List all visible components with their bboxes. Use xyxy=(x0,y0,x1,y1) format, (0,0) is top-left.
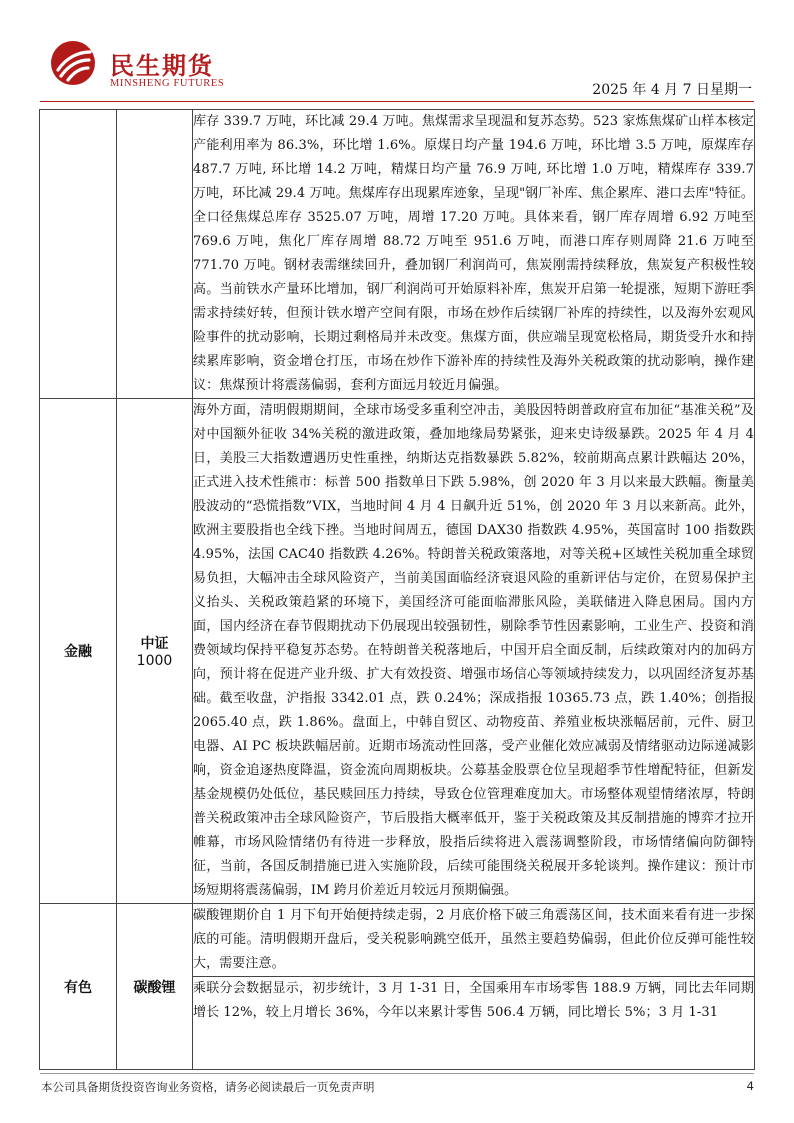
page-header xyxy=(40,38,754,102)
brand-name-english: MINSHENG FUTURES xyxy=(110,78,225,89)
footer-disclaimer: 本公司具备期货投资咨询业务资格，请务必阅读最后一页免责声明 xyxy=(41,1080,375,1094)
sector-cell: 有色 xyxy=(40,904,117,1070)
lithium-technical-text: 碳酸锂期价自 1 月下旬开始便持续走弱，2 月底价格下破三角震荡区间，技术面来看有进一步探底的可能。清明假期开盘后，受关税影响跳空低开，虽然主要趋势偏弱，但此价位反弹可能性较大，需要注意。 xyxy=(193,908,754,971)
analysis-table xyxy=(39,109,755,1070)
page-number: 4 xyxy=(746,1079,754,1093)
sector-cell: 金融 xyxy=(40,399,117,904)
product-name: 碳酸锂 xyxy=(133,979,176,996)
product-cell-empty xyxy=(117,110,193,399)
footer-divider xyxy=(40,1073,754,1074)
analysis-cell xyxy=(193,977,755,1070)
table-row-coal xyxy=(40,110,755,399)
analysis-cell xyxy=(193,399,755,904)
product-code: 1000 xyxy=(136,653,173,669)
product-cell xyxy=(117,904,193,1070)
finance-analysis-text: 海外方面，清明假期期间，全球市场受多重利空冲击，美股因特朗普政府宣布加征“基准关税”及对中国额外征收 34%关税的激进政策，叠加地缘局势紧张，迎来史诗级暴跌。2025 年 4 月 4 日，美股三大指数遭遇历史性重挫，纳斯达克指数暴跌 5.82%，较前期高点累计跌幅达 20%，正式进入技术性熊市：标普 500 指数单日下跌 5.98%，创 2020 年 3 月以来最大跌幅。衡量美股波动的“恐慌指数”VIX，当地时间 4 月 4 日飙升近 51%，创 2020 年 3 月以来新高。此外，欧洲主要股指也全线下挫。当地时间周五，德国 DAX30 指数跌 4.95%，英国富时 100 指数跌 4.95%，法国 CAC40 指数跌 4.26%。特朗普关税政策落地，对等关税+区域性关税加重全球贸易负担，大幅冲击全球风险资产，当前美国面临经济衰退风险的重新评估与定价，在贸易保护主义抬头、关税政策趋紧的环境下，美国经济可能面临滞胀风险，美联储进入降息困局。国内方面，国内经济在春节假期扰动下仍展现出较强韧性，剔除季节性因素影响，工业生产、投资和消费领域均保持平稳复苏态势。在特朗普关税落地后，中国开启全面反制，后续政策对内的加码方向，预计将在促进产业升级、扩大有效投资、增强市场信心等领域持续发力，以巩固经济复苏基础。截至收盘，沪指报 3342.01 点，跌 0.24%；深成指报 10365.73 点，跌 1.40%；创指报 2065.40 点，跌 1.86%。盘面上，中韩自贸区、动物疫苗、养殖业板块涨幅居前，元件、厨卫电器、AI PC 板块跌幅居前。近期市场流动性回落，受产业催化效应减弱及情绪驱动边际递减影响，资金追逐热度降温，资金流向周期板块。公募基金股票仓位呈现超季节性增配特征，但新发基金规模仍处低位，基民赎回压力持续，导致仓位管理难度加大。市场整体观望情绪浓厚，特朗普关税政策冲击全球风险资产，节后股指大概率低开，鉴于关税政策及其反制措施的博弈才拉开帷幕，市场风险情绪仍有待进一步释放，股指后续将进入震荡调整阶段，市场情绪偏向防御特征，当前，各国反制措施已进入实施阶段，后续可能围绕关税展开多轮谈判。操作建议：预计市场短期将震荡偏弱，IM 跨月价差近月较远月预期偏强。 xyxy=(193,403,754,898)
analysis-cell xyxy=(193,110,755,399)
brand-name: 民生期货 xyxy=(110,52,214,80)
header-divider xyxy=(40,101,754,102)
analysis-cell xyxy=(193,904,755,977)
lithium-demand-text: 乘联分会数据显示，初步统计，3 月 1-31 日，全国乘用车市场零售 188.9 万辆，同比去年同期增长 12%，较上月增长 36%，今年以来累计零售 506.4 万辆，同比增长 5%；3 月 1-31 xyxy=(193,981,754,1020)
minsheng-logo-icon xyxy=(50,40,96,86)
table-row-finance xyxy=(40,399,755,904)
report-date: 2025 年 4 月 7 日星期一 xyxy=(592,82,752,98)
lithium-demand-clip xyxy=(193,977,754,1069)
sector-cell-empty xyxy=(40,110,117,399)
table-row-lithium-a xyxy=(40,904,755,977)
coal-analysis-text: 库存 339.7 万吨，环比减 29.4 万吨。焦煤需求呈现温和复苏态势。523 家炼焦煤矿山样本核定产能利用率为 86.3%，环比增 1.6%。原煤日均产量 194.6 万吨，环比增 3.5 万吨，原煤库存 487.7 万吨, 环比增 14.2 万吨，精煤日均产量 76.9 万吨, 环比增 1.0 万吨，精煤库存 339.7 万吨，环比减 29.4 万吨。焦煤库存出现累库迹象，呈现"钢厂补库、焦企累库、港口去库"特征。全口径焦煤总库存 3525.07 万吨，周增 17.20 万吨。具体来看，钢厂库存周增 6.92 万吨至 769.6 万吨，焦化厂库存周增 88.72 万吨至 951.6 万吨，而港口库存则周降 21.6 万吨至 771.70 万吨。钢材表需继续回升，叠加钢厂利润尚可，焦炭刚需持续释放，焦炭复产积极性较高。当前铁水产量环比增加，钢厂利润尚可开始原料补库，焦炭开启第一轮提涨，短期下游旺季需求持续好转，但预计铁水增产空间有限，市场在炒作后续钢厂补库的持续性，以及海外宏观风险事件的扰动影响，长期过剩格局并未改变。焦煤方面，供应端呈现宽松格局，期货受升水和持续累库影响，资金增仓打压，市场在炒作下游补库的持续性及海外关税政策的扰动影响，操作建议：焦煤预计将震荡偏弱，套利方面远月较近月偏强。 xyxy=(193,114,754,393)
product-name: 中证 xyxy=(140,636,169,652)
product-cell xyxy=(117,399,193,904)
